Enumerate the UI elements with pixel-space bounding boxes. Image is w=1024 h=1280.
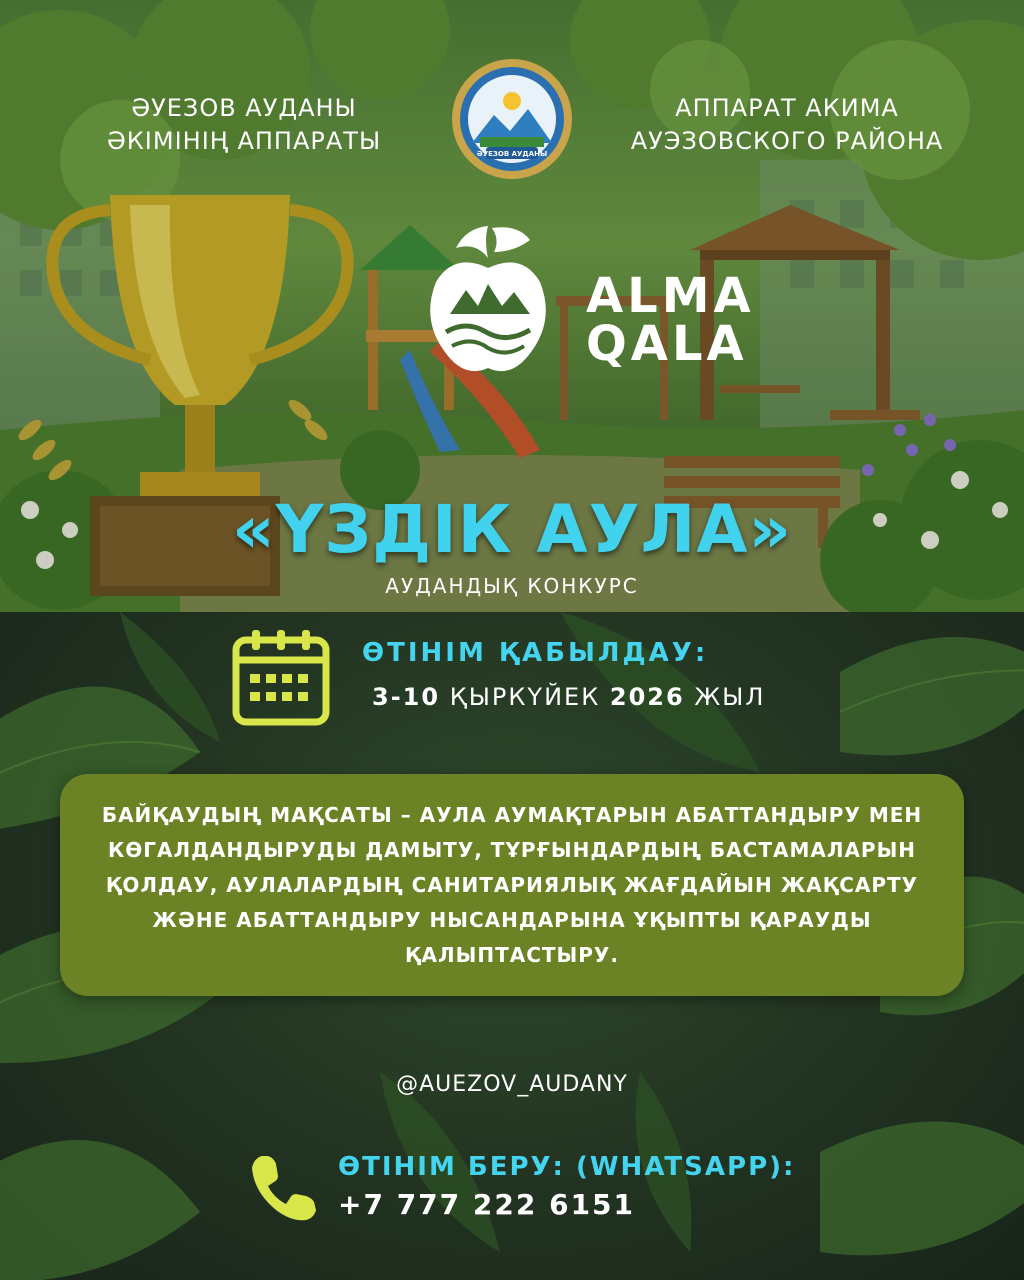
date-range: 3-10 bbox=[372, 683, 441, 711]
header-right-line1: АППАРАТ АКИМА bbox=[675, 94, 899, 122]
brand-line1: ALMA bbox=[586, 268, 755, 324]
header-left bbox=[94, 92, 394, 158]
emblem-text: ӘУЕЗОВ АУДАНЫ bbox=[476, 150, 548, 158]
application-dates bbox=[372, 683, 765, 711]
header-right-line2: АУЭЗОВСКОГО РАЙОНА bbox=[630, 127, 944, 155]
brand-line2: QALA bbox=[586, 316, 748, 372]
date-month: ҚЫРКҮЙЕК bbox=[449, 683, 601, 711]
date-year: 2026 bbox=[609, 683, 685, 711]
header-left-line1: ӘУЕЗОВ АУДАНЫ bbox=[131, 94, 357, 122]
header-right bbox=[612, 92, 962, 158]
contest-subtitle: АУДАНДЫҚ КОНКУРС bbox=[385, 574, 639, 598]
header-left-line2: ӘКІМІНІҢ АППАРАТЫ bbox=[106, 127, 382, 155]
district-emblem bbox=[450, 57, 574, 181]
phone-number[interactable]: +7 777 222 6151 bbox=[338, 1188, 636, 1221]
whatsapp-label: ӨТІНІМ БЕРУ: (WHATSAPP): bbox=[338, 1152, 796, 1182]
date-year-word: ЖЫЛ bbox=[694, 683, 766, 711]
brand-wordmark bbox=[586, 268, 755, 372]
goal-box bbox=[60, 774, 964, 996]
goal-text: БАЙҚАУДЫҢ МАҚСАТЫ – АУЛА АУМАҚТАРЫН АБАТТАНДЫРУ МЕН КӨГАЛДАНДЫРУДЫ ДАМЫТУ, ТҰРҒЫНДАРДЫҢ БАСТАМАЛАРЫН ҚОЛДАУ, АУЛАЛАРДЫҢ САНИТАРИЯЛЫҚ ЖАҒДАЙЫН ЖАҚСАРТУ ЖӘНЕ АБАТТАНДЫРУ НЫСАНДАРЫНА ҰҚЫПТЫ ҚАРАУДЫ ҚАЛЫПТАСТЫРУ. bbox=[101, 803, 923, 967]
apple-logo-icon bbox=[426, 222, 550, 380]
social-handle[interactable]: @AUEZOV_AUDANY bbox=[396, 1072, 628, 1097]
phone-icon bbox=[248, 1152, 320, 1224]
contest-title: «ҮЗДІК АУЛА» bbox=[231, 491, 793, 568]
application-label: ӨТІНІМ ҚАБЫЛДАУ: bbox=[362, 638, 709, 668]
calendar-icon bbox=[232, 628, 330, 726]
